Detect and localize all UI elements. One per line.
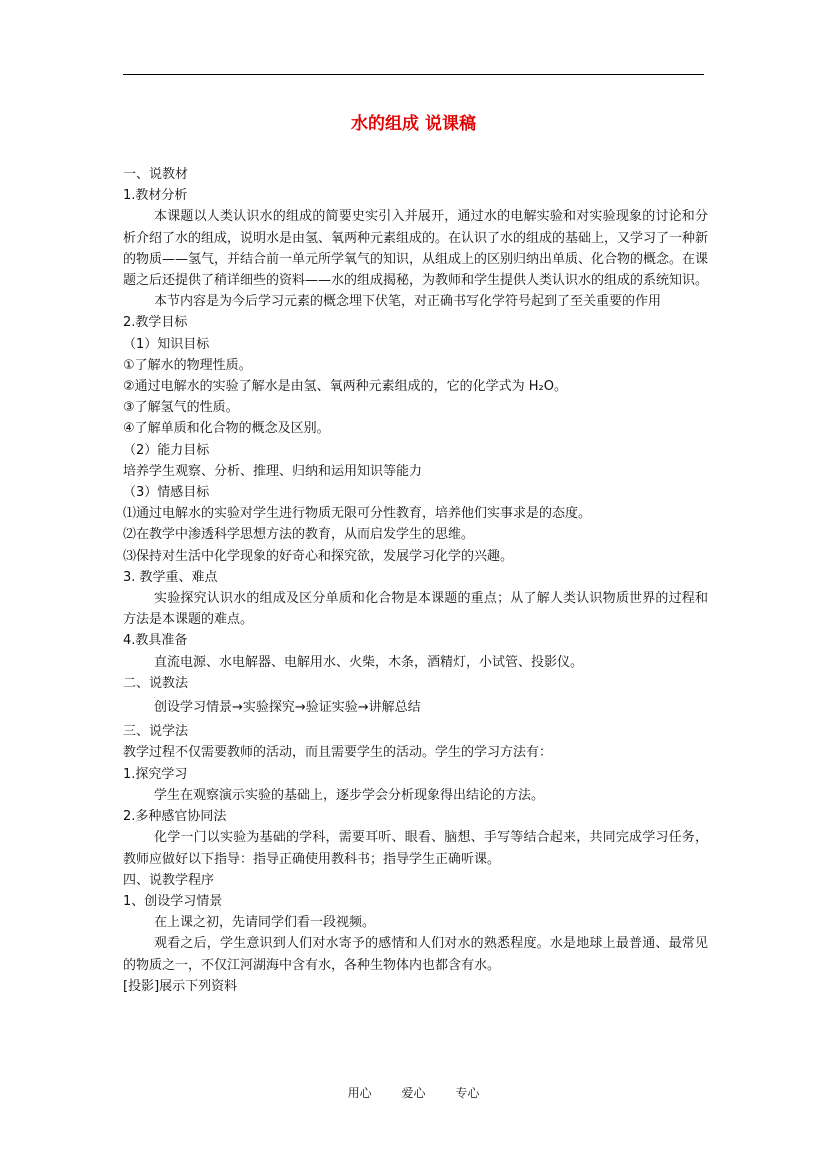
list-item: ⑶保持对生活中化学现象的好奇心和探究欲，发展学习化学的兴趣。 [123,548,514,564]
paragraph: 实验探究认识水的组成及区分单质和化合物是本课题的重点；从了解人类认识物质世界的过程和方法是本课题的难点。 [123,591,708,628]
paragraph: 教学过程不仅需要教师的活动，而且需要学生的活动。学生的学习方法有： [123,745,553,761]
footer-item: 爱心 [401,1086,426,1100]
paragraph: 直流电源、水电解器、电解用水、火柴，木条，酒精灯，小试管、投影仪。 [154,654,584,670]
list-item: ①了解水的物理性质。 [123,357,252,373]
page-footer [0,1085,827,1101]
list-item: 培养学生观察、分析、推理、归纳和运用知识等能力 [123,463,423,479]
subsection-heading: 1.教材分析 [123,188,188,204]
list-item: ④了解单质和化合物的概念及区别。 [123,421,330,437]
subsection-heading: 4.教具准备 [123,633,188,649]
section-heading: 二、说教法 [123,675,189,691]
list-heading: （3）情感目标 [123,485,210,501]
paragraph: 本节内容是为今后学习元素的概念埋下伏笔，对正确书写化学符号起到了至关重要的作用 [154,294,662,310]
paragraph: 学生在观察演示实验的基础上，逐步学会分析现象得出结论的方法。 [154,787,545,803]
document-title: 水的组成 说课稿 [351,114,476,134]
footer-item: 用心 [347,1086,372,1100]
flow-line: 创设学习情景→实验探究→验证实验→讲解总结 [154,700,421,716]
list-item: ②通过电解水的实验了解水是由氢、氧两种元素组成的，它的化学式为 H₂O。 [123,379,568,395]
list-heading: （1）知识目标 [123,336,210,352]
header-rule [123,74,704,75]
document-body [123,164,708,997]
section-heading: 三、说学法 [123,724,189,740]
list-item: ⑵在教学中渗透科学思想方法的教育，从而启发学生的思维。 [123,527,475,543]
paragraph: 观看之后，学生意识到人们对水寄予的感情和人们对水的熟悉程度。水是地球上最普通、最常见的物质之一，不仅江河湖海中含有水，各种生物体内也都含有水。 [123,936,708,973]
subsection-heading: 2.教学目标 [123,315,188,331]
list-heading: （2）能力目标 [123,442,210,458]
subsection-heading: 1、创设学习情景 [123,893,223,909]
footer-item: 专心 [455,1086,480,1100]
subsection-heading: 2.多种感官协同法 [123,809,227,825]
list-item: ③了解氢气的性质。 [123,400,239,416]
paragraph: 在上课之初，先请同学们看一段视频。 [154,915,376,931]
list-item: ⑴通过电解水的实验对学生进行物质无限可分性教育，培养他们实事求是的态度。 [123,506,592,522]
paragraph: 化学一门以实验为基础的学科，需要耳听、眼看、脑想、手写等结合起来，共同完成学习任务，教师应做好以下指导：指导正确使用教科书；指导学生正确听课。 [123,830,708,867]
subsection-heading: 3. 教学重、难点 [123,569,218,585]
paragraph: [投影]展示下列资料 [123,978,238,994]
paragraph: 本课题以人类认识水的组成的简要史实引入并展开，通过水的电解实验和对实验现象的讨论和分析介绍了水的组成，说明水是由氢、氧两种元素组成的。在认识了水的组成的基础上，又学习了一种新的物质——氢气，并结合前一单元所学氧气的知识，从组成上的区别归纳出单质、化合物的概念。在课题之后还提供了稍详细些的资料——水的组成揭秘，为教师和学生提供人类认识水的组成的系统知识。 [123,209,709,289]
section-heading: 四、说教学程序 [123,872,215,888]
subsection-heading: 1.探究学习 [123,766,188,782]
section-heading: 一、说教材 [123,167,189,182]
